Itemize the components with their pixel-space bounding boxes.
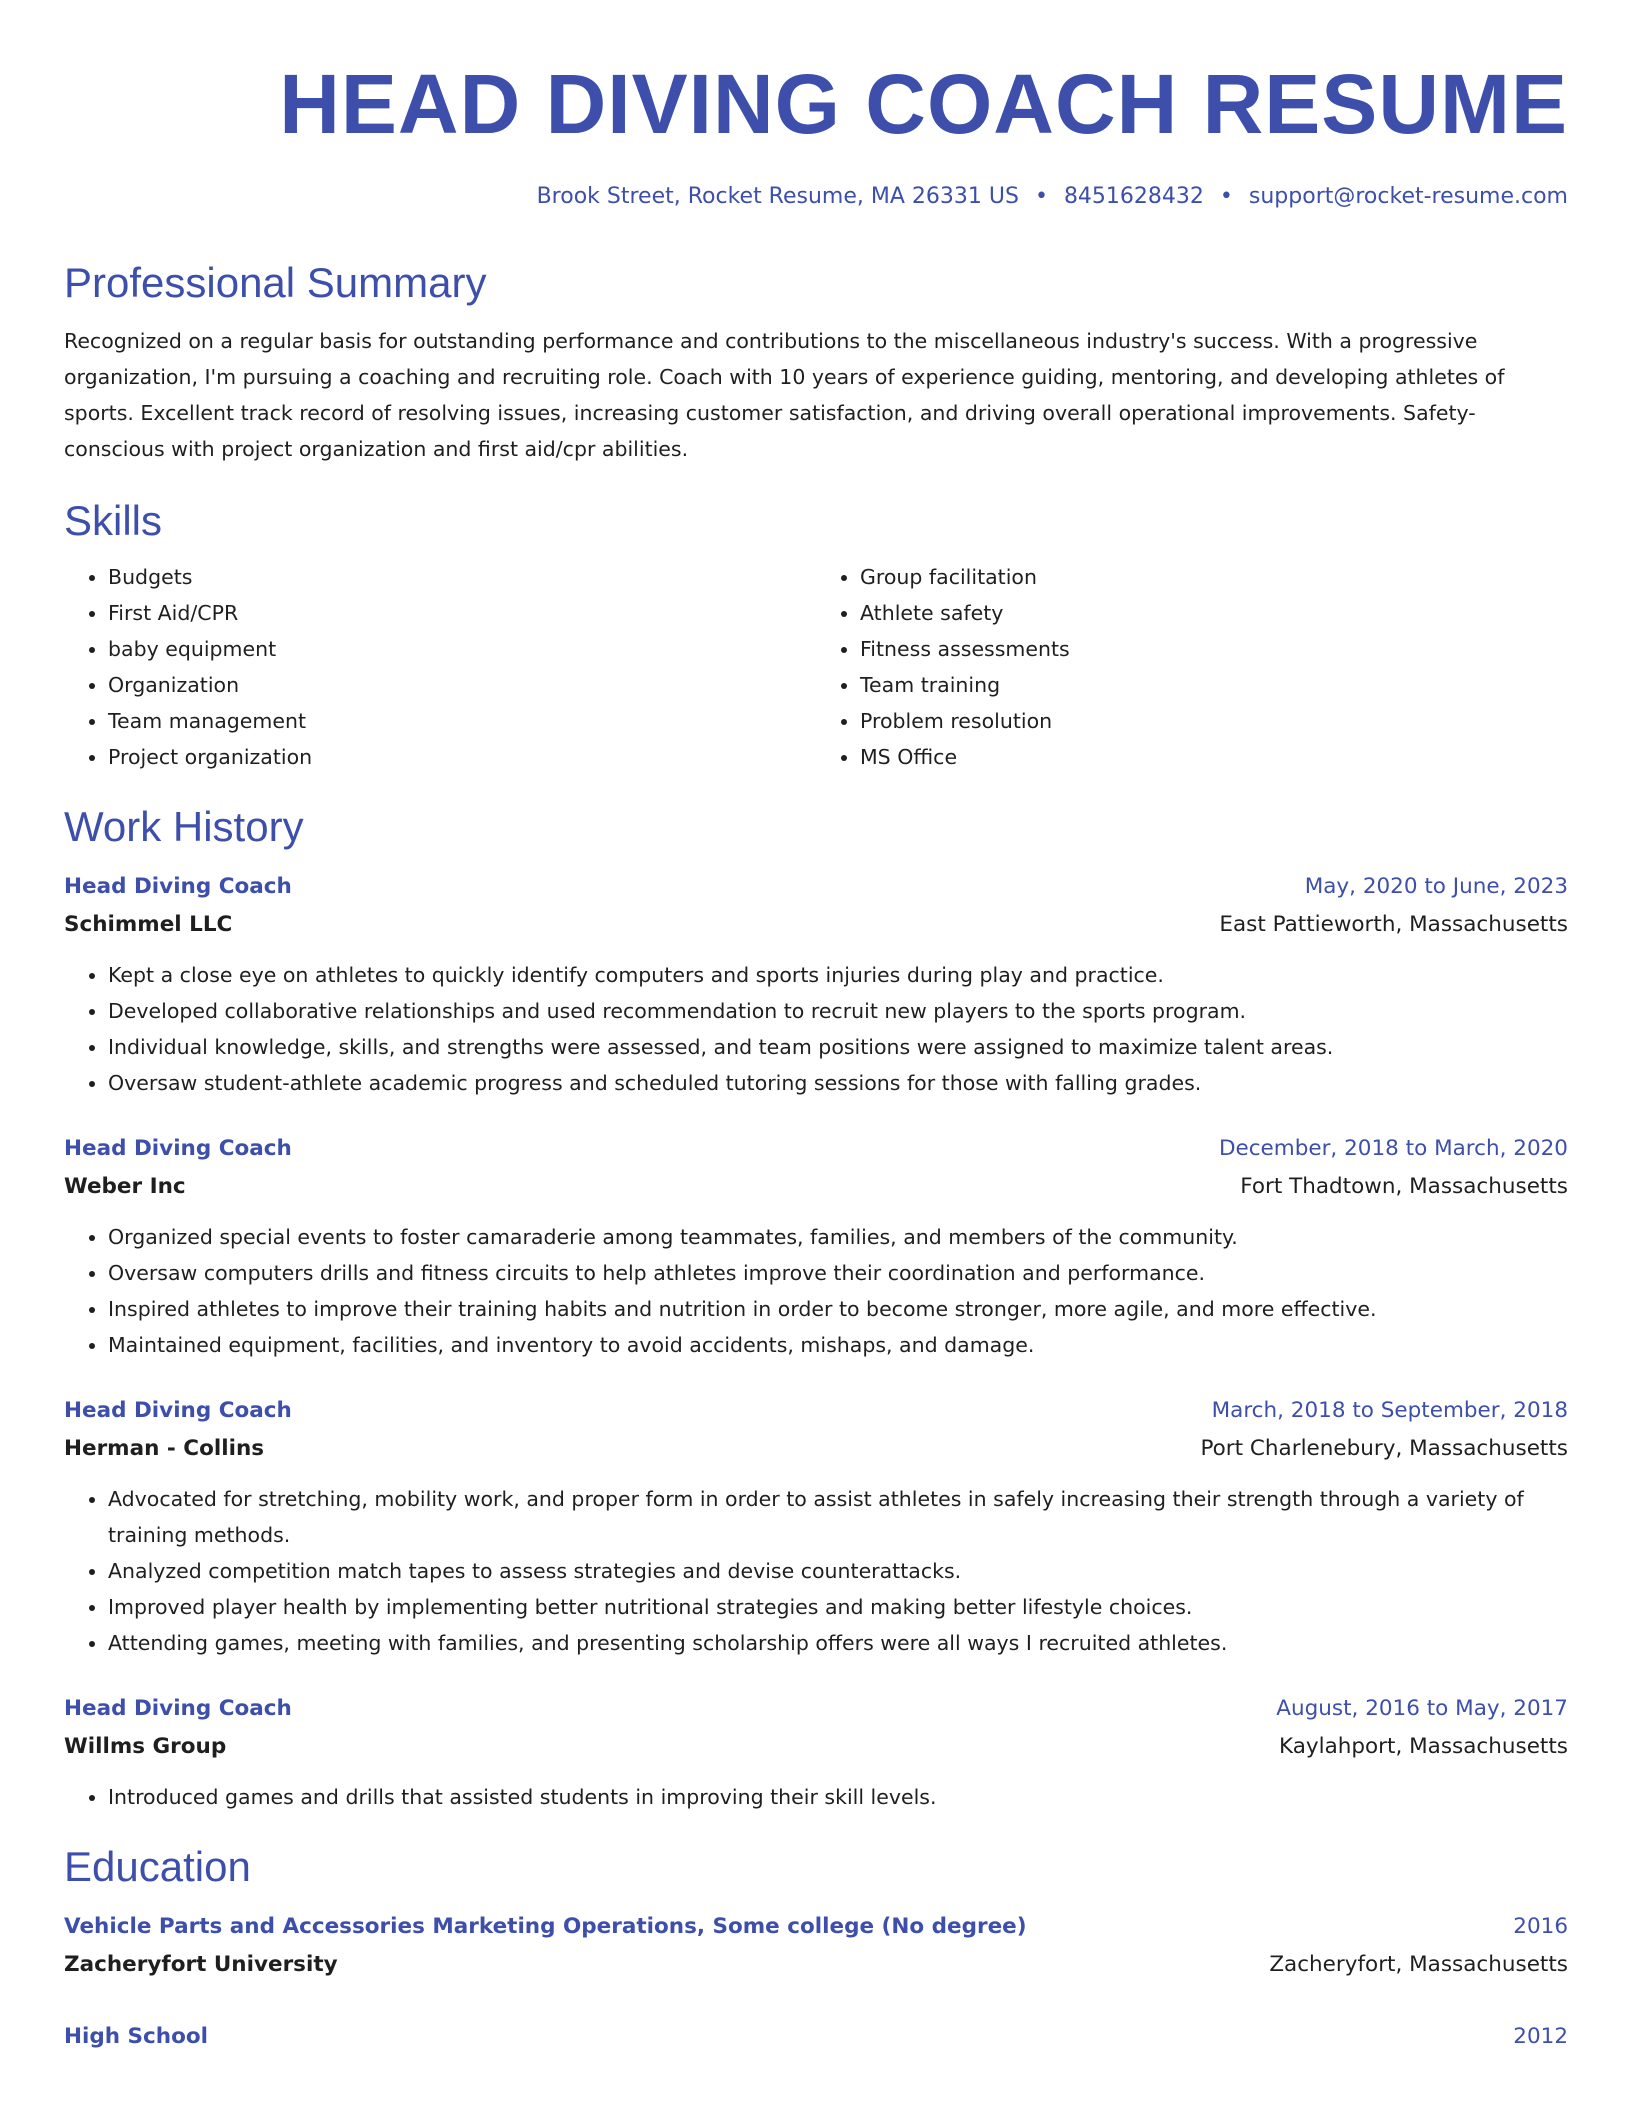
education-entry [64, 1909, 1568, 1985]
job-location: Fort Thadtown, Massachusetts [1240, 1174, 1568, 1199]
job-location: Kaylahport, Massachusetts [1278, 1734, 1568, 1759]
job-bullet: • Individual knowledge, skills, and strengths were assessed, and team positions were assigned to maximize talent areas. [108, 1029, 1568, 1065]
job-bullets [64, 1779, 1568, 1815]
job-bullet: • Oversaw student-athlete academic progress and scheduled tutoring sessions for those with falling grades. [108, 1065, 1568, 1101]
job-dates: March, 2018 to September, 2018 [1211, 1398, 1568, 1423]
job-bullet: • Developed collaborative relationships and used recommendation to recruit new players to the sports program. [108, 993, 1568, 1029]
job-bullet: • Attending games, meeting with families, and presenting scholarship offers were all ways I recruited athletes. [108, 1625, 1568, 1661]
skill-item: • Budgets [108, 559, 816, 595]
job-company: Weber Inc [64, 1174, 186, 1199]
skill-item: • Athlete safety [860, 595, 1568, 631]
job-bullets [64, 1481, 1568, 1661]
summary-text: Recognized on a regular basis for outstanding performance and contributions to the miscellaneous industry's success. With a progressive organization, I'm pursuing a coaching and recruiting role. Coach with 10 years of experience guiding, mentoring, and developing athletes of sports. Excellent track record of resolving issues, increasing customer satisfaction, and driving overall operational improvements. Safety-conscious with project organization and first aid/cpr abilities. [64, 329, 1505, 461]
job-company: Schimmel LLC [64, 912, 233, 937]
job-bullet: • Maintained equipment, facilities, and inventory to avoid accidents, mishaps, and damage. [108, 1327, 1568, 1363]
job-bullet: • Advocated for stretching, mobility work, and proper form in order to assist athletes in safely increasing their strength through a variety of training methods. [108, 1481, 1568, 1553]
job-role: Head Diving Coach [64, 1696, 292, 1721]
job-bullet: • Kept a close eye on athletes to quickly identify computers and sports injuries during play and practice. [108, 957, 1568, 993]
education-location: Zacheryfort, Massachusetts [1269, 1952, 1568, 1977]
education-heading: Education [64, 1843, 251, 1890]
job-company: Willms Group [64, 1734, 227, 1759]
job-bullets [64, 957, 1568, 1101]
job-entry [64, 869, 1568, 1101]
skill-item: • Project organization [108, 739, 816, 775]
job-bullet: • Analyzed competition match tapes to assess strategies and devise counterattacks. [108, 1553, 1568, 1589]
skill-item: • Team management [108, 703, 816, 739]
skills-column-left [64, 559, 816, 775]
job-role: Head Diving Coach [64, 874, 292, 899]
contact-separator: • [1219, 184, 1233, 209]
work-history-heading: Work History [64, 803, 304, 850]
skills-column-right [816, 559, 1568, 775]
education-entry [64, 2019, 1568, 2055]
job-company: Herman - Collins [64, 1436, 265, 1461]
skills-heading: Skills [64, 497, 163, 544]
job-entry [64, 1393, 1568, 1661]
job-dates: May, 2020 to June, 2023 [1304, 874, 1568, 899]
contact-line [64, 182, 1568, 212]
job-role: Head Diving Coach [64, 1136, 292, 1161]
skill-item: • First Aid/CPR [108, 595, 816, 631]
job-dates: December, 2018 to March, 2020 [1218, 1136, 1568, 1161]
skill-item: • Team training [860, 667, 1568, 703]
contact-address: Brook Street, Rocket Resume, MA 26331 US [536, 184, 1019, 209]
summary-heading: Professional Summary [64, 259, 487, 306]
skill-item: • baby equipment [108, 631, 816, 667]
education-degree: High School [64, 2024, 208, 2049]
contact-separator: • [1034, 184, 1048, 209]
job-location: Port Charlenebury, Massachusetts [1200, 1436, 1568, 1461]
job-bullet: • Introduced games and drills that assisted students in improving their skill levels. [108, 1779, 1568, 1815]
resume-title: HEAD DIVING COACH RESUME [279, 57, 1568, 151]
job-role: Head Diving Coach [64, 1398, 292, 1423]
skill-item: • Organization [108, 667, 816, 703]
contact-email: support@rocket-resume.com [1248, 184, 1568, 209]
job-location: East Pattieworth, Massachusetts [1219, 912, 1568, 937]
skill-item: • Group facilitation [860, 559, 1568, 595]
skills-list [64, 559, 1568, 775]
skill-item: • MS Office [860, 739, 1568, 775]
skill-item: • Fitness assessments [860, 631, 1568, 667]
job-entry [64, 1131, 1568, 1363]
education-year: 2016 [1513, 1914, 1568, 1939]
job-entry [64, 1691, 1568, 1815]
education-school: Zacheryfort University [64, 1952, 338, 1977]
skill-item: • Problem resolution [860, 703, 1568, 739]
education-year: 2012 [1513, 2024, 1568, 2049]
job-dates: August, 2016 to May, 2017 [1276, 1696, 1568, 1721]
contact-phone: 8451628432 [1063, 184, 1204, 209]
job-bullet: • Inspired athletes to improve their training habits and nutrition in order to become stronger, more agile, and more effective. [108, 1291, 1568, 1327]
job-bullet: • Oversaw computers drills and fitness circuits to help athletes improve their coordination and performance. [108, 1255, 1568, 1291]
job-bullet: • Organized special events to foster camaraderie among teammates, families, and members of the community. [108, 1219, 1568, 1255]
education-degree: Vehicle Parts and Accessories Marketing Operations, Some college (No degree) [64, 1914, 1027, 1939]
job-bullet: • Improved player health by implementing better nutritional strategies and making better lifestyle choices. [108, 1589, 1568, 1625]
job-bullets [64, 1219, 1568, 1363]
